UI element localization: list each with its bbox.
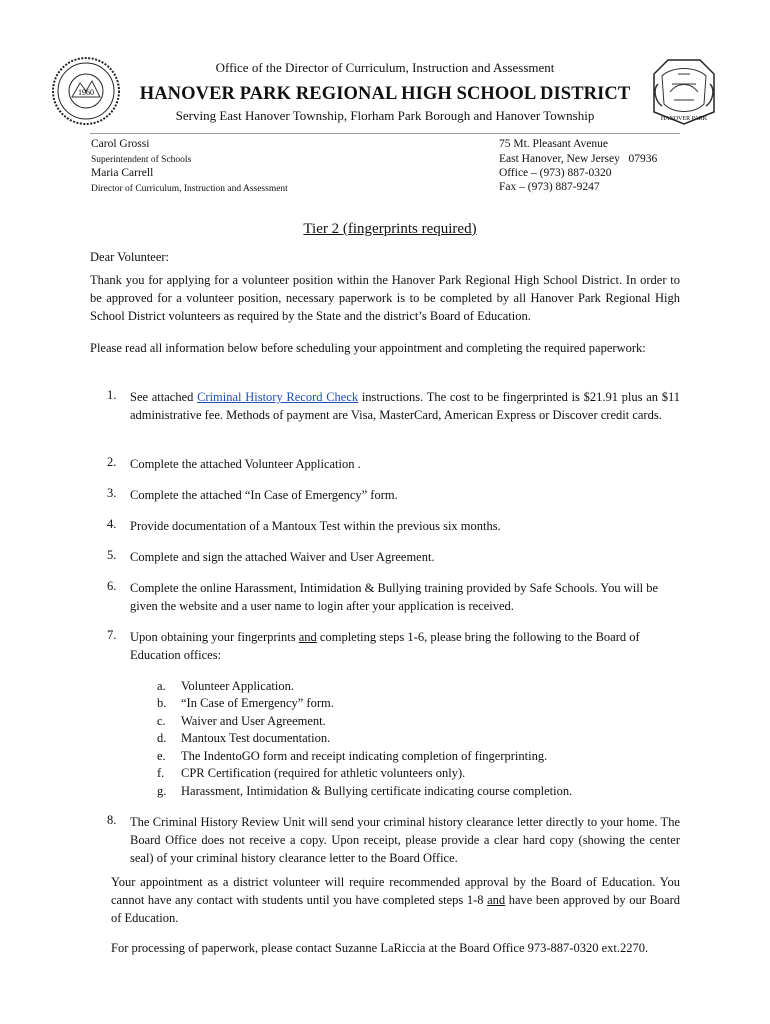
closing-paragraph (111, 873, 680, 927)
step-number: 2. (107, 455, 117, 469)
subitem-text: Waiver and User Agreement. (181, 714, 326, 728)
closing-text-post: have been approved by our Board of Education. (111, 893, 680, 925)
step-3: Complete the attached “In Case of Emergency” form. (130, 488, 398, 502)
step-7-text-pre: Upon obtaining your fingerprints (130, 630, 299, 644)
director-name: Maria Carrell (91, 167, 154, 179)
criminal-history-record-check-link[interactable]: Criminal History Record Check (197, 390, 359, 404)
subitem-letter: f. (157, 766, 165, 780)
office-phone: Office – (973) 887-0320 (499, 167, 612, 179)
address-city: East Hanover, New Jersey 07936 (499, 153, 658, 165)
step-7-emphasis: and (298, 630, 317, 644)
superintendent-name: Carol Grossi (91, 138, 150, 150)
step-number: 7. (107, 628, 117, 642)
office-title: Office of the Director of Curriculum, Instruction and Assessment (215, 60, 555, 75)
step-1-text-pre: See attached (130, 390, 198, 404)
instructions-paragraph: Please read all information below before scheduling your appointment and completing the required paperwork: (90, 341, 646, 355)
document-title: Tier 2 (fingerprints required) (303, 221, 477, 237)
step-4: Provide documentation of a Mantoux Test within the previous six months. (130, 519, 501, 533)
subitem-text: Harassment, Intimidation & Bullying certificate indicating course completion. (181, 784, 573, 798)
step-number: 5. (107, 548, 117, 562)
step-number: 1. (107, 388, 117, 402)
step-1-text-post: instructions. The cost to be fingerprinted is $21.91 plus an $11 administrative fee. Methods of payment are Visa, MasterCard, American Express or Discover credit cards. (130, 390, 680, 422)
step-5: Complete and sign the attached Waiver and User Agreement. (130, 550, 435, 564)
salutation: Dear Volunteer: (90, 250, 170, 264)
subitem-text: CPR Certification (required for athletic volunteers only). (181, 766, 466, 780)
fax-number: Fax – (973) 887-9247 (499, 181, 600, 193)
step-8: The Criminal History Review Unit will send your criminal history clearance letter directly to your home. The Board Office does not receive a copy. Upon receipt, please provide a clear hard copy (showing the center seal) of your criminal history clearance letter to the Board Office. (130, 815, 680, 865)
subitem-letter: c. (157, 714, 166, 728)
svg-text:1960: 1960 (78, 88, 94, 97)
step-number: 8. (107, 813, 117, 827)
subitem-text: “In Case of Emergency” form. (181, 696, 334, 710)
step-7-text-post: completing steps 1-6, please bring the following to the Board of Education offices: (130, 630, 640, 662)
step-6: Complete the online Harassment, Intimidation & Bullying training provided by Safe Schools. You will be given the website and a user name to login after your application is received. (130, 581, 659, 613)
district-name: HANOVER PARK REGIONAL HIGH SCHOOL DISTRICT (139, 84, 631, 104)
subitem-letter: d. (157, 731, 167, 745)
closing-text-pre: Your appointment as a district volunteer will require recommended approval by the Board of Education. You cannot have any contact with students until you have completed steps 1-8 (111, 875, 680, 907)
closing-emphasis: and (487, 893, 506, 907)
subitem-text: Mantoux Test documentation. (181, 731, 331, 745)
subitem-text: Volunteer Application. (181, 679, 294, 693)
header-divider (90, 133, 680, 134)
subitem-letter: g. (157, 784, 167, 798)
address-street: 75 Mt. Pleasant Avenue (499, 138, 609, 150)
step-number: 4. (107, 517, 117, 531)
subitem-letter: a. (157, 679, 166, 693)
step-1 (130, 388, 680, 424)
step-7 (130, 628, 680, 664)
intro-paragraph: Thank you for applying for a volunteer position within the Hanover Park Regional High School District. In order to be approved for a volunteer position, necessary paperwork is to be completed by all Hanover Park Regional High School District volunteers as required by the State and the district’s Board of Education. (90, 273, 680, 323)
step-2: Complete the attached Volunteer Application . (130, 457, 361, 471)
subitem-letter: e. (157, 749, 166, 763)
contact-paragraph: For processing of paperwork, please contact Suzanne LaRiccia at the Board Office 973-887-0320 ext.2270. (111, 941, 649, 955)
director-title: Director of Curriculum, Instruction and Assessment (91, 184, 288, 194)
svg-text:HANOVER PARK: HANOVER PARK (660, 116, 708, 122)
step-number: 3. (107, 486, 117, 500)
subitem-text: The IndentoGO form and receipt indicating completion of fingerprinting. (181, 749, 548, 763)
subitem-letter: b. (157, 696, 167, 710)
superintendent-title: Superintendent of Schools (91, 155, 192, 165)
step-number: 6. (107, 579, 117, 593)
district-serving: Serving East Hanover Township, Florham Park Borough and Hanover Township (175, 108, 595, 123)
